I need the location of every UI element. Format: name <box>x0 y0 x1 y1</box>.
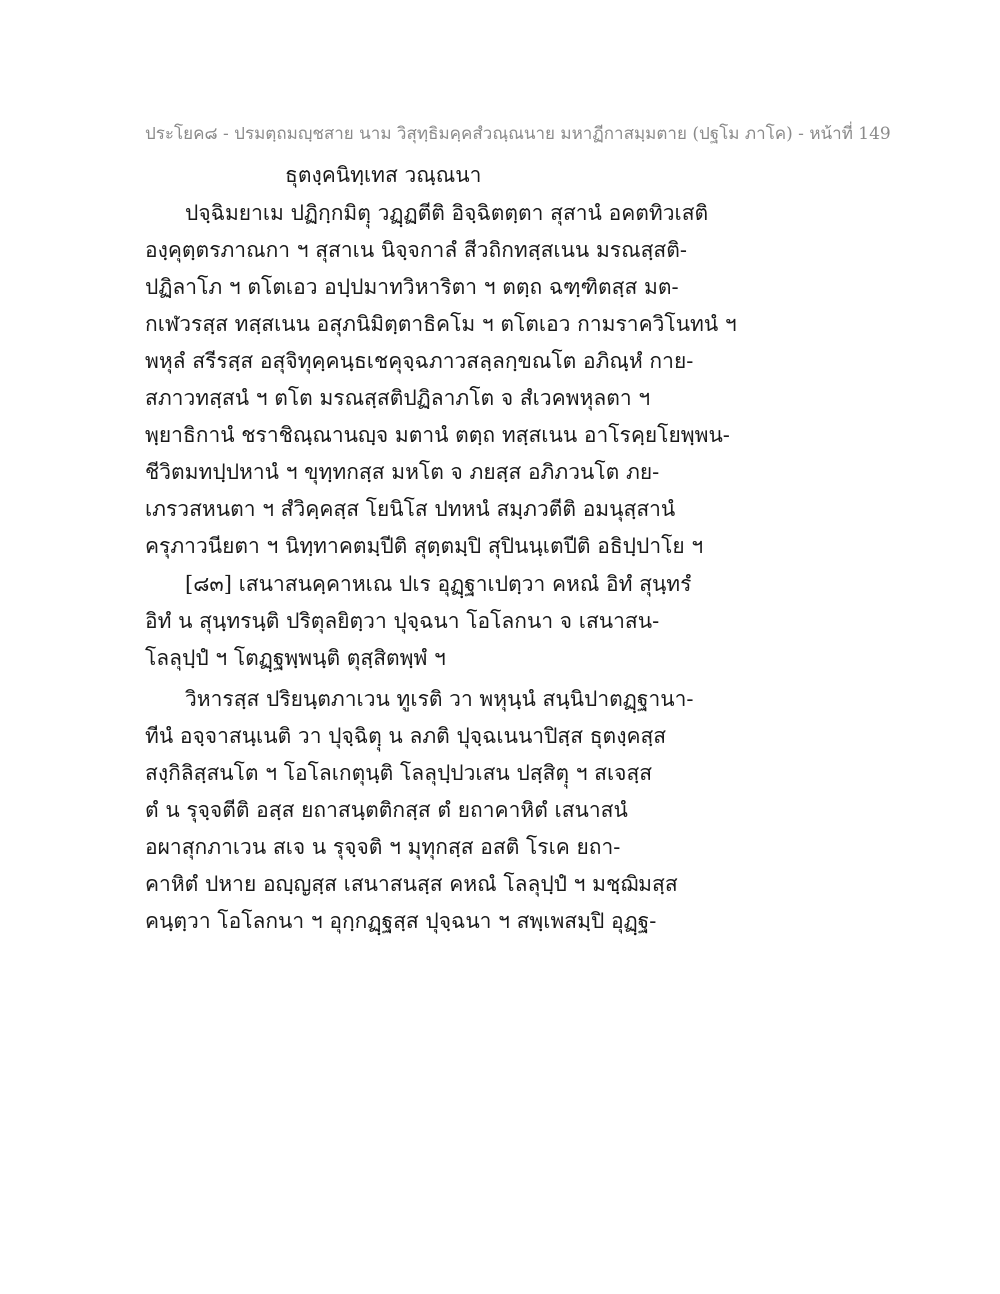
text-line: ชีวิตมทปฺปหานํ ฯ ขุทฺทกสฺส มหโต จ ภยสฺส อภิภวนโต ภย- <box>145 460 660 484</box>
text-line: ปฏิลาโภ ฯ ตโตเอว อปฺปมาทวิหาริตา ฯ ตตฺถ ฉฑฺฑิตสฺส มต- <box>145 275 679 299</box>
text-line: สภาวทสฺสนํ ฯ ตโต มรณสฺสติปฏิลาภโต จ สํเวคพหุลตา ฯ <box>145 386 651 410</box>
text-line: องฺคุตฺตรภาณกา ฯ สุสาเน นิจฺจกาลํ สีวถิกทสฺสเนน มรณสฺสติ- <box>145 238 687 262</box>
text-line: โลลุปฺปํ ฯ โตฏฺฐพฺพนฺติ ตุสฺสิตพฺพํ ฯ <box>145 646 446 670</box>
text-line: อิทํ น สุนฺทรนฺติ ปริตุลยิตฺวา ปุจฺฉนา โอโลกนา จ เสนาสน- <box>145 609 660 633</box>
text-line: เภรวสหนตา ฯ สํวิคฺคสฺส โยนิโส ปทหนํ สมฺภวตีติ อมนุสฺสานํ <box>145 497 676 521</box>
page-header: ประโยค๘ - ปรมตฺถมญฺชสาย นาม วิสุทฺธิมคฺคสํวณฺณนาย มหาฏีกาสมฺมตาย (ปฐโม ภาโค) - หน้าที่ 149 <box>145 124 891 144</box>
text-line: พหุลํ สรีรสฺส อสุจิทุคฺคนฺธเชคุจฺฉภาวสลฺลกฺขณโต อภิณฺหํ กาย- <box>145 349 694 373</box>
text-line: อผาสุกภาเวน สเจ น รุจฺจติ ฯ มุทุกสฺส อสติ โรเค ยถา- <box>145 835 621 859</box>
text-line: ตํ น รุจฺจตีติ อสฺส ยถาสนฺตติกสฺส ตํ ยถาคาหิตํ เสนาสนํ <box>145 798 628 822</box>
section-title: ธุตงฺคนิทฺเทส วณฺณนา <box>285 163 482 187</box>
text-line: กเฬวรสฺส ทสฺสเนน อสุภนิมิตฺตาธิคโม ฯ ตโตเอว กามราควิโนทนํ ฯ <box>145 312 737 336</box>
text-line: ครุภาวนียตา ฯ นิทฺทาคตมฺปีติ สุตฺตมฺปิ สุปินนฺเตปีติ อธิปฺปาโย ฯ <box>145 534 704 558</box>
text-line: พฺยาธิกานํ ชราชิณฺณานญฺจ มตานํ ตตฺถ ทสฺสเนน อาโรคฺยโยพฺพน- <box>145 423 730 447</box>
text-line: คนฺตฺวา โอโลกนา ฯ อุกฺกฏฺฐสฺส ปุจฺฉนา ฯ สพฺเพสมฺปิ อุฏฺฐ- <box>145 909 657 933</box>
text-line: [๘๓] เสนาสนคฺคาหเณ ปเร อุฏฺฐาเปตฺวา คหณํ อิทํ สุนฺทรํ <box>185 572 692 596</box>
text-line: สงฺกิลิสฺสนโต ฯ โอโลเกตุนฺติ โลลุปฺปวเสน ปสฺสิตฺุ ฯ สเจสฺส <box>145 761 653 785</box>
text-line: วิหารสฺส ปริยนฺตภาเวน ทูเรติ วา พหุนฺนํ สนฺนิปาตฏฺฐานา- <box>185 687 694 711</box>
text-line: ปจฺฉิมยาเม ปฏิกฺกมิตฺุ วฏฺฏตีติ อิจฺฉิตตฺตา สุสานํ อคตทิวเสติ <box>185 201 709 225</box>
text-line: ทีนํ อจฺจาสนฺเนติ วา ปุจฺฉิตฺุ น ลภติ ปุจฺฉเนนาปิสฺส ธุตงฺคสฺส <box>145 724 667 748</box>
text-line: คาหิตํ ปหาย อญฺญสฺส เสนาสนสฺส คหณํ โลลุปฺปํ ฯ มชฺฌิมสฺส <box>145 872 678 896</box>
